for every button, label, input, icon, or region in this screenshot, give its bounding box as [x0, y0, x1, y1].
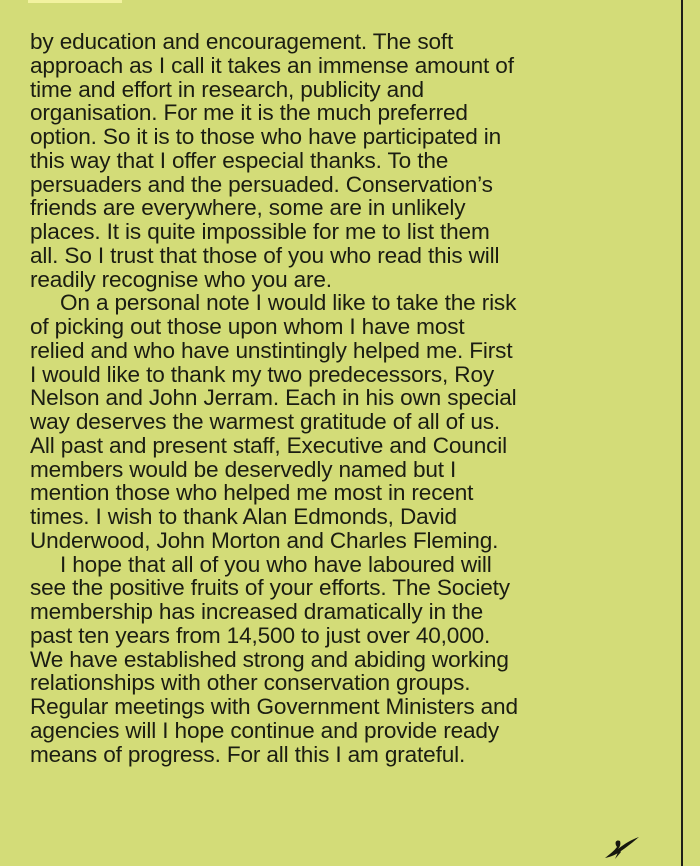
text-line: Regular meetings with Government Ministers and: [30, 694, 518, 719]
text-line: means of progress. For all this I am grateful.: [30, 741, 466, 767]
text-line: We have established strong and abiding working: [30, 646, 509, 672]
column-rule: [681, 0, 683, 866]
text-line: option. So it is to those who have participated in: [30, 124, 502, 149]
text-line: see the positive fruits of your efforts. The Society: [30, 575, 510, 601]
top-color-tab: [28, 0, 122, 3]
text-line: by education and encouragement. The soft: [30, 29, 454, 54]
text-line: time and effort in research, publicity and: [30, 76, 424, 102]
text-line: times. I wish to thank Alan Edmonds, David: [30, 504, 457, 529]
text-line: persuaders and the persuaded. Conservation’s: [30, 171, 493, 197]
text-line: Nelson and John Jerram. Each in his own special: [30, 385, 517, 411]
text-line: agencies will I hope continue and provide ready: [30, 717, 499, 743]
text-line: readily recognise who you are.: [30, 266, 332, 292]
text-line: members would be deservedly named but I: [30, 456, 457, 482]
paragraph-start-line: On a personal note I would like to take the risk: [60, 290, 517, 316]
text-line: relied and who have unstintingly helped me. First: [30, 337, 513, 363]
text-line: mention those who helped me most in recent: [30, 480, 474, 506]
text-line: of picking out those upon whom I have most: [30, 314, 465, 339]
text-line: all. So I trust that those of you who read this will: [30, 242, 500, 268]
text-line: past ten years from 14,500 to just over 40,000.: [30, 622, 491, 648]
text-line: approach as I call it takes an immense amount of: [30, 52, 514, 78]
text-line: I would like to thank my two predecessors, Roy: [30, 361, 495, 387]
text-line: organisation. For me it is the much preferred: [30, 100, 468, 126]
text-line: relationships with other conservation groups.: [30, 670, 471, 696]
text-line: this way that I offer especial thanks. To the: [30, 147, 449, 173]
text-line: membership has increased dramatically in the: [30, 599, 484, 624]
text-line: places. It is quite impossible for me to list them: [30, 219, 490, 244]
article-text: [30, 30, 680, 766]
text-line: friends are everywhere, some are in unlikely: [30, 195, 466, 221]
text-line: Underwood, John Morton and Charles Fleming.: [30, 527, 499, 553]
text-line: All past and present staff, Executive and Council: [30, 432, 508, 458]
bird-icon: [603, 835, 641, 861]
text-line: way deserves the warmest gratitude of all of us.: [30, 409, 501, 434]
paragraph-start-line: I hope that all of you who have laboured will: [60, 551, 492, 577]
